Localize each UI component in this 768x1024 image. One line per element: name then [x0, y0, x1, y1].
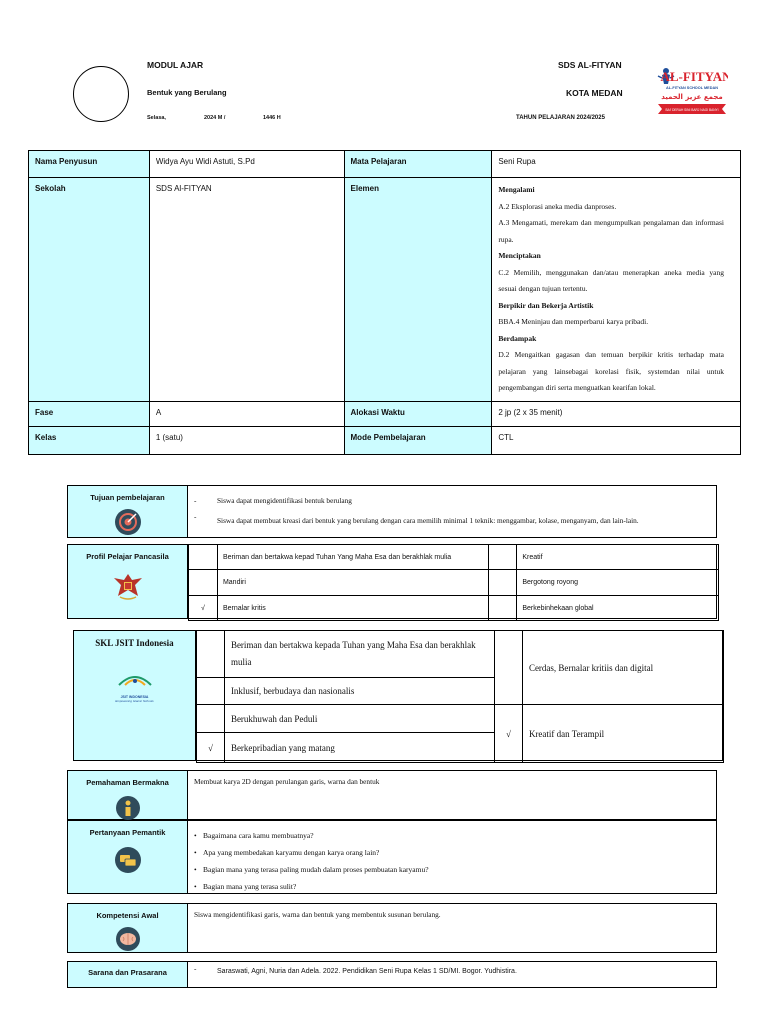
- mode-value: CTL: [492, 427, 741, 455]
- skl-section: [73, 630, 723, 761]
- profil-check: [189, 570, 218, 596]
- alokasi-label: Alokasi Waktu: [344, 402, 492, 427]
- elemen-line: D.2 Mengaitkan gagasan dan temuan berpikir kritis terhadap mata pelajaran yang lainsebagai korelasi fisik, systemdan nilai untuk pengembangan diri serta menguatkan kearifan lokal.: [498, 350, 724, 392]
- sarana-side: [68, 962, 188, 987]
- tujuan-section: Tujuan pembelajaran - Siswa dapat mengidentifikasi bentuk berulang - Siswa dapat membuat kreasi dari bentuk yang berulang dengan cara memilih minimal 1 teknik: menggambar, kolase, menganyam, dan lain-lain.: [67, 485, 717, 538]
- year-h-text: 1446 H: [263, 115, 281, 121]
- pertanyaan-side: [68, 821, 188, 893]
- jsit-logo-sub: Empowering Islamic Schools: [115, 699, 154, 703]
- tujuan-side: [68, 486, 188, 537]
- sekolah-value: SDS Al-FITYAN: [149, 178, 344, 402]
- brain-icon: [114, 926, 142, 954]
- skl-label: SKL JSIT Indonesia: [95, 638, 174, 648]
- skl-check: [197, 631, 225, 678]
- elemen-heading: Berdampak: [498, 333, 537, 343]
- profil-item: Bergotong royong: [517, 570, 719, 596]
- pemahaman-side: [68, 771, 188, 819]
- skl-item: Inklusif, berbudaya dan nasionalis: [224, 678, 494, 705]
- logo-arabic: مجمع عزيز الحميد: [661, 93, 723, 101]
- skl-item: Berkepribadian yang matang: [224, 733, 494, 763]
- pemahaman-text: Membuat karya 2D dengan perulangan garis, warna dan bentuk: [194, 777, 380, 786]
- sarana-text: Saraswati, Agni, Nuria dan Adela. 2022. Pendidikan Seni Rupa Kelas 1 SD/MI. Bogor. Yudhistira.: [217, 968, 517, 975]
- profil-check: [489, 570, 517, 596]
- target-icon: [113, 509, 143, 537]
- tujuan-label: Tujuan pembelajaran: [90, 493, 165, 502]
- info-person-icon: [114, 795, 142, 823]
- year-m-text: 2024 M /: [204, 115, 226, 121]
- sarana-section: Sarana dan Prasarana - Saraswati, Agni, Nuria dan Adela. 2022. Pendidikan Seni Rupa Kelas 1 SD/MI. Bogor. Yudhistira.: [67, 961, 717, 988]
- nama-penyusun-label: Nama Penyusun: [29, 151, 150, 178]
- tujuan-item: Siswa dapat membuat kreasi dari bentuk yang berulang dengan cara memilih minimal 1 teknik: menggambar, kolase, menganyam, dan lain-lain.: [217, 516, 639, 525]
- skl-check: √: [197, 733, 225, 763]
- profil-grid: [188, 544, 719, 621]
- header-circle: [73, 66, 129, 122]
- kelas-value: 1 (satu): [149, 427, 344, 455]
- fase-label: Fase: [29, 402, 150, 427]
- logo-name: AL-FITYAN: [660, 69, 728, 84]
- pertanyaan-list: [194, 827, 429, 895]
- al-fityan-logo: [652, 62, 728, 116]
- pertanyaan-item: • Bagian mana yang terasa paling mudah dalam proses pembuatan karyamu?: [194, 861, 429, 878]
- elemen-line: C.2 Memilih, menggunakan dan/atau menerapkan aneka media yang sesuai dengan tujuan tertentu.: [498, 267, 724, 293]
- pertanyaan-section: [67, 820, 717, 894]
- topic-title: Bentuk yang Berulang: [147, 88, 227, 97]
- pemahaman-section: [67, 770, 717, 820]
- sekolah-label: Sekolah: [29, 178, 150, 402]
- kompetensi-section: [67, 903, 717, 953]
- skl-check: [197, 705, 225, 733]
- kelas-label: Kelas: [29, 427, 150, 455]
- elemen-heading: Menciptakan: [498, 251, 541, 260]
- profil-check: √: [189, 596, 218, 621]
- day-text: Selasa,: [147, 115, 166, 121]
- chat-bubbles-icon: [113, 847, 143, 875]
- skl-check: [495, 631, 523, 705]
- nama-penyusun-value: Widya Ayu Widi Astuti, S.Pd: [149, 151, 344, 178]
- tujuan-item: Siswa dapat mengidentifikasi bentuk berulang: [217, 496, 352, 505]
- elemen-line: BBA.4 Meninjau dan memperbarui karya pribadi.: [498, 317, 649, 326]
- kompetensi-side: [68, 904, 188, 952]
- skl-check: [197, 678, 225, 705]
- pemahaman-label: Pemahaman Bermakna: [86, 778, 169, 787]
- fase-value: A: [149, 402, 344, 427]
- elemen-label: Elemen: [344, 178, 492, 402]
- pertanyaan-item: • Bagaimana cara kamu membuatnya?: [194, 827, 429, 844]
- city-name: KOTA MEDAN: [566, 88, 623, 98]
- pertanyaan-item: • Bagian mana yang terasa sulit?: [194, 878, 429, 895]
- sarana-label: Sarana dan Prasarana: [88, 968, 167, 977]
- modul-ajar-title: MODUL AJAR: [147, 60, 204, 70]
- profil-side: [68, 545, 188, 618]
- profil-item: Bernalar kritis: [217, 596, 488, 621]
- pertanyaan-label: Pertanyaan Pemantik: [89, 828, 166, 837]
- jsit-logo: [115, 671, 155, 703]
- skl-left-grid: [196, 630, 495, 763]
- profil-check: [489, 545, 517, 570]
- logo-sub: AL-FITYAN SCHOOL MEDAN: [666, 86, 718, 90]
- skl-item: Cerdas, Bernalar kritiis dan digital: [522, 631, 723, 705]
- alokasi-value: 2 jp (2 x 35 menit): [492, 402, 741, 427]
- elemen-heading: Mengalami: [498, 185, 535, 194]
- skl-right-grid: [494, 630, 724, 763]
- elemen-line: A.3 Mengamati, merekam dan mengumpulkan pengalaman dan informasi rupa.: [498, 218, 724, 244]
- profil-item: Berkebinhekaan global: [517, 596, 719, 621]
- profil-check: [189, 545, 218, 570]
- skl-item: Kreatif dan Terampil: [522, 705, 723, 763]
- skl-item: Berukhuwah dan Peduli: [224, 705, 494, 733]
- info-table: [28, 150, 741, 455]
- profil-check: [489, 596, 517, 621]
- skl-side: [74, 631, 196, 760]
- profil-item: Mandiri: [217, 570, 488, 596]
- pertanyaan-item: • Apa yang membedakan karyamu dengan karya orang lain?: [194, 844, 429, 861]
- skl-check: √: [495, 705, 523, 763]
- kompetensi-label: Kompetensi Awal: [96, 911, 159, 920]
- jsit-logo-text: JSIT INDONESIA: [120, 695, 149, 699]
- profil-item: Beriman dan bertakwa kepad Tuhan Yang Maha Esa dan berakhlak mulia: [217, 545, 488, 570]
- profil-label: Profil Pelajar Pancasila: [86, 552, 169, 561]
- mata-pelajaran-value: Seni Rupa: [492, 151, 741, 178]
- logo-ribbon: BAI' DERAH SINI BARJ NAGI BANYI: [665, 108, 719, 112]
- elemen-heading: Berpikir dan Bekerja Artistik: [498, 300, 594, 310]
- mata-pelajaran-label: Mata Pelajaran: [344, 151, 492, 178]
- school-name: SDS AL-FITYAN: [558, 60, 622, 70]
- skl-item: Beriman dan bertakwa kepada Tuhan yang Maha Esa dan berakhlak mulia: [224, 631, 494, 678]
- elemen-content: [492, 178, 741, 402]
- mode-label: Mode Pembelajaran: [344, 427, 492, 455]
- elemen-line: A.2 Eksplorasi aneka media danproses.: [498, 201, 617, 211]
- kompetensi-text: Siswa mengidentifikasi garis, warna dan bentuk yang membentuk susunan berulang.: [194, 910, 441, 919]
- profil-section: [67, 544, 717, 619]
- profil-item: Kreatif: [517, 545, 719, 570]
- academic-year: TAHUN PELAJARAN 2024/2025: [516, 115, 605, 121]
- garuda-icon: [112, 570, 144, 604]
